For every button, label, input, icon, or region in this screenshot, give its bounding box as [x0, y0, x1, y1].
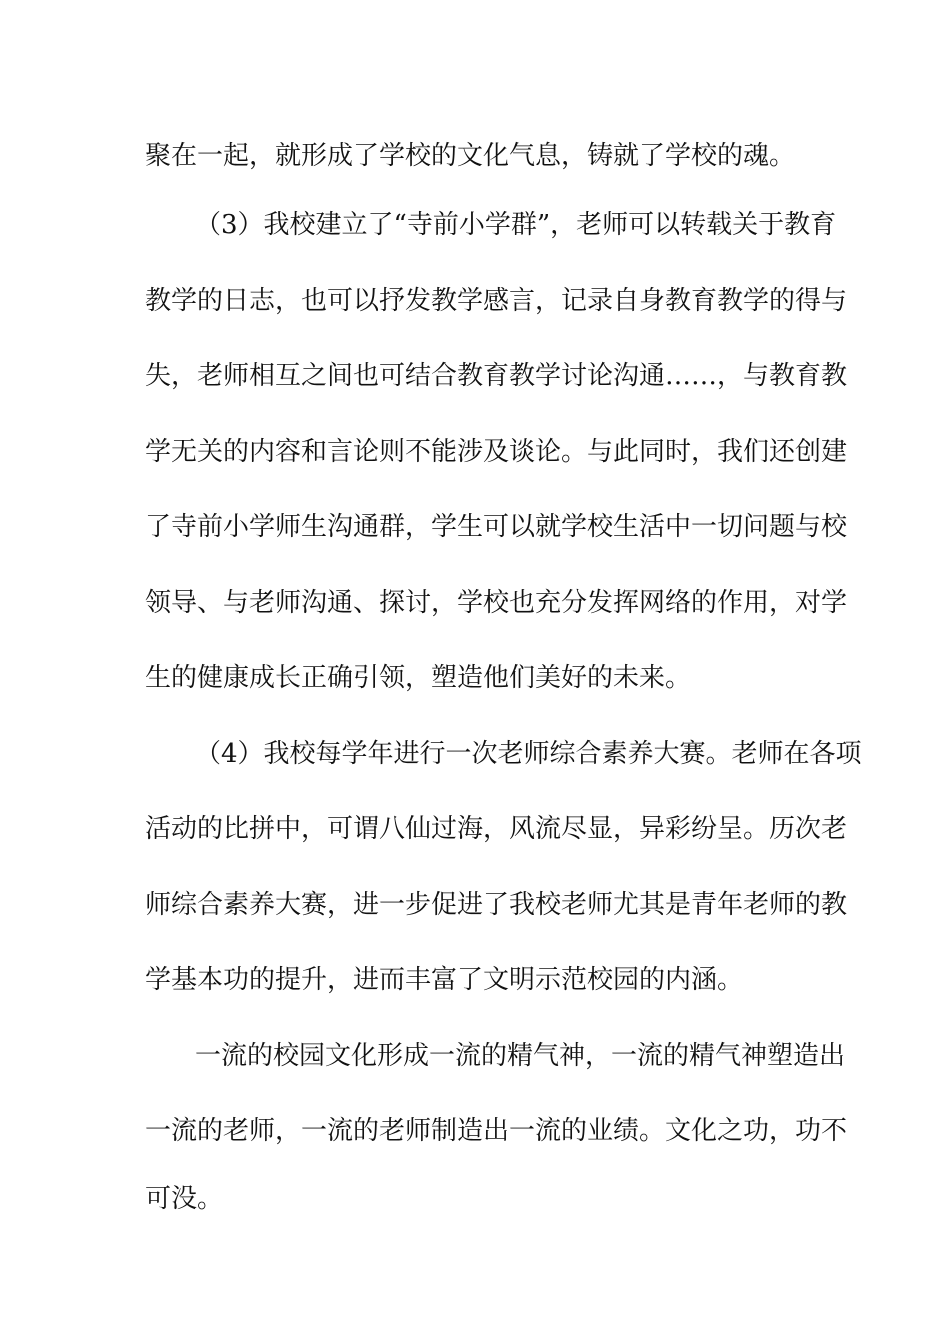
paragraph-line: （4）我校每学年进行一次老师综合素养大赛。老师在各项 — [195, 739, 862, 769]
paragraph-line: 领导、与老师沟通、探讨，学校也充分发挥网络的作用，对学 — [145, 588, 848, 618]
paragraph-line: 学无关的内容和言论则不能涉及谈论。与此同时，我们还创建 — [145, 437, 848, 467]
paragraph-line: 失，老师相互之间也可结合教育教学讨论沟通……，与教育教 — [145, 361, 848, 391]
paragraph-line: （3）我校建立了“寺前小学群”，老师可以转载关于教育 — [195, 210, 837, 240]
paragraph-line: 师综合素养大赛，进一步促进了我校老师尤其是青年老师的教 — [145, 890, 848, 920]
paragraph-line: 活动的比拼中，可谓八仙过海，风流尽显，异彩纷呈。历次老 — [145, 814, 848, 844]
paragraph-line: 聚在一起，就形成了学校的文化气息，铸就了学校的魂。 — [145, 141, 796, 171]
paragraph-line: 生的健康成长正确引领，塑造他们美好的未来。 — [145, 663, 692, 693]
paragraph-line: 教学的日志，也可以抒发教学感言，记录自身教育教学的得与 — [145, 286, 848, 316]
paragraph-line: 了寺前小学师生沟通群，学生可以就学校生活中一切问题与校 — [145, 512, 848, 542]
paragraph-line: 一流的校园文化形成一流的精气神，一流的精气神塑造出 — [195, 1041, 846, 1071]
paragraph-line: 可没。 — [145, 1184, 224, 1214]
paragraph-line: 学基本功的提升，进而丰富了文明示范校园的内涵。 — [145, 965, 744, 995]
paragraph-line: 一流的老师，一流的老师制造出一流的业绩。文化之功，功不 — [145, 1116, 848, 1146]
